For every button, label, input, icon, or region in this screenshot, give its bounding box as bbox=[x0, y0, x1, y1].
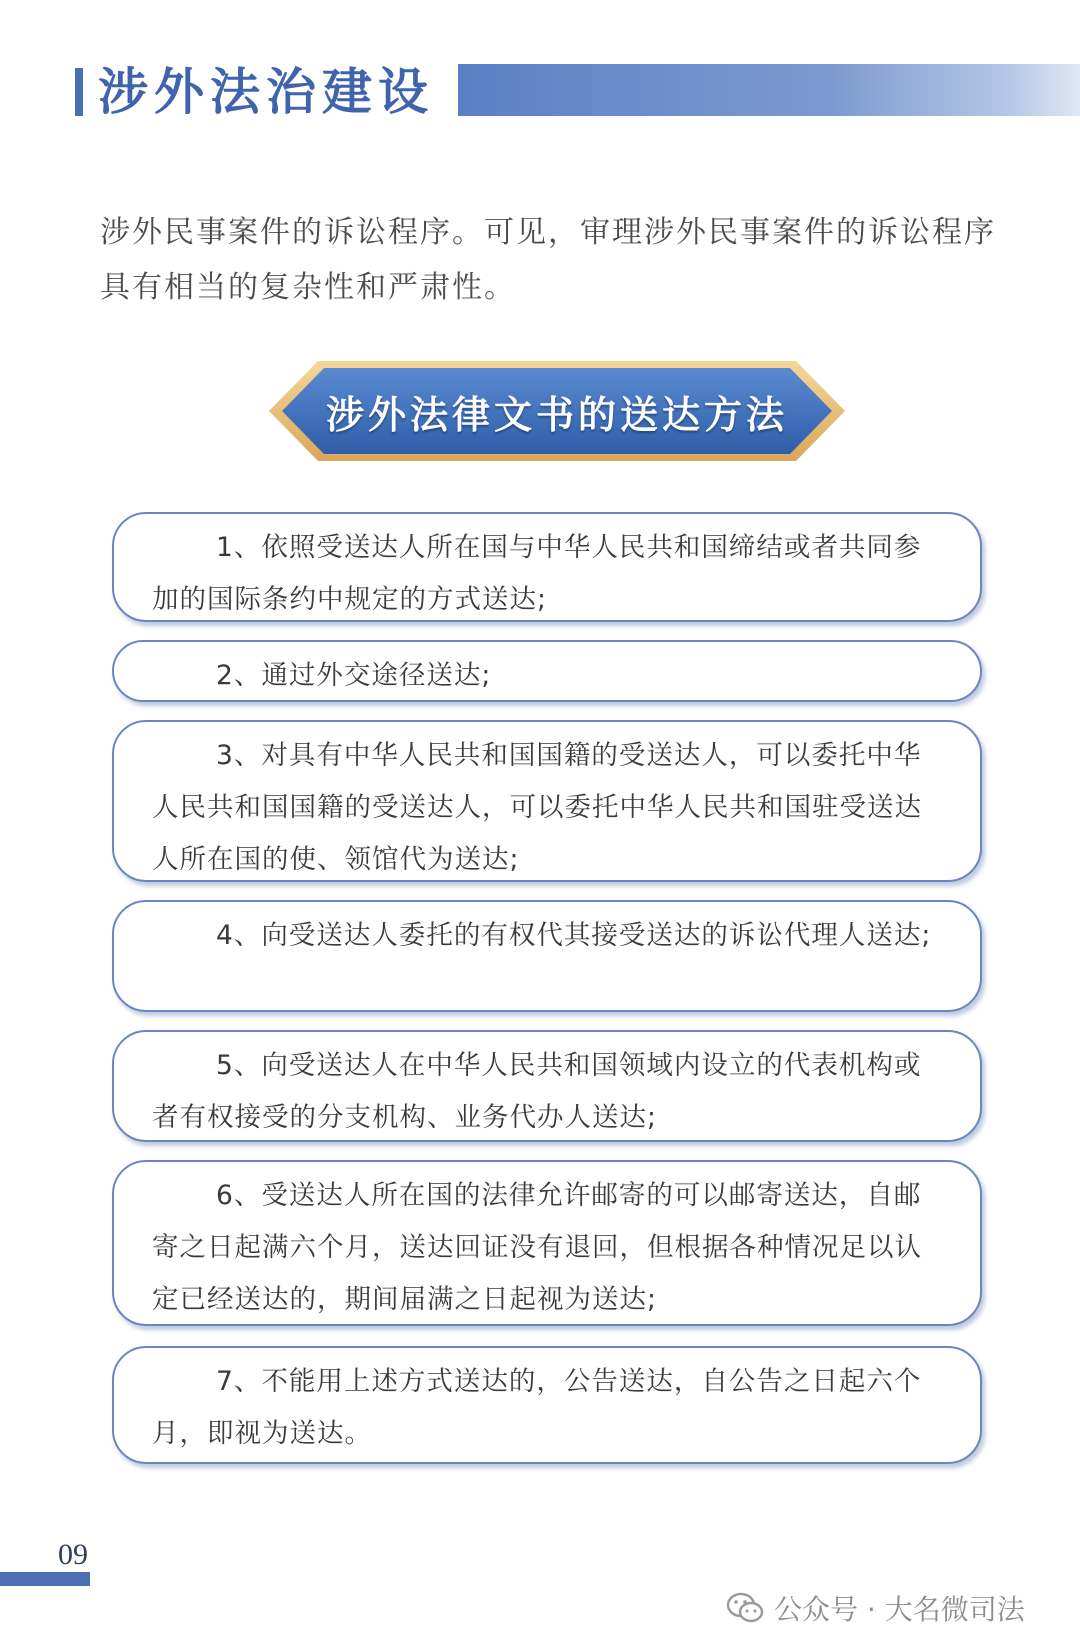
banner-title: 涉外法律文书的送达方法 bbox=[325, 392, 788, 437]
intro-paragraph: 涉外民事案件的诉讼程序。可见，审理涉外民事案件的诉讼程序具有相当的复杂性和严肃性。 bbox=[100, 215, 996, 305]
list-item-text: 4、向受送达人委托的有权代其接受送达的诉讼代理人送达; bbox=[216, 920, 932, 951]
list-item bbox=[112, 640, 982, 702]
list-item bbox=[112, 1160, 982, 1326]
list-item-text: 5、向受送达人在中华人民共和国领域内设立的代表机构或者有权接受的分支机构、业务代办人送达; bbox=[152, 1050, 922, 1133]
list-item bbox=[112, 512, 982, 622]
page-number-bar bbox=[0, 1572, 90, 1586]
page-header bbox=[0, 60, 1080, 120]
watermark bbox=[726, 1586, 1025, 1630]
list-item-text: 1、依照受送达人所在国与中华人民共和国缔结或者共同参加的国际条约中规定的方式送达; bbox=[152, 532, 922, 615]
section-banner bbox=[268, 360, 846, 462]
list-item-text: 6、受送达人所在国的法律允许邮寄的可以邮寄送达，自邮寄之日起满六个月，送达回证没有退回，但根据各种情况足以认定已经送达的，期间届满之日起视为送达; bbox=[152, 1180, 922, 1315]
section-title: 涉外法治建设 bbox=[98, 62, 434, 121]
wechat-icon bbox=[726, 1591, 764, 1625]
header-gradient-stripe bbox=[458, 64, 1080, 116]
list-item bbox=[112, 1346, 982, 1464]
list-item-text: 2、通过外交途径送达; bbox=[216, 660, 492, 691]
watermark-text: 公众号 · 大名微司法 bbox=[774, 1593, 1025, 1626]
list-item bbox=[112, 720, 982, 882]
list-item-text: 3、对具有中华人民共和国国籍的受送达人，可以委托中华人民共和国国籍的受送达人，可以委托中华人民共和国驻受送达人所在国的使、领馆代为送达; bbox=[152, 740, 922, 875]
page-number: 09 bbox=[58, 1538, 88, 1571]
list-item-text: 7、不能用上述方式送达的，公告送达，自公告之日起六个月，即视为送达。 bbox=[152, 1366, 922, 1449]
list-item bbox=[112, 900, 982, 1012]
header-accent-bar bbox=[75, 68, 83, 116]
list-item bbox=[112, 1030, 982, 1142]
